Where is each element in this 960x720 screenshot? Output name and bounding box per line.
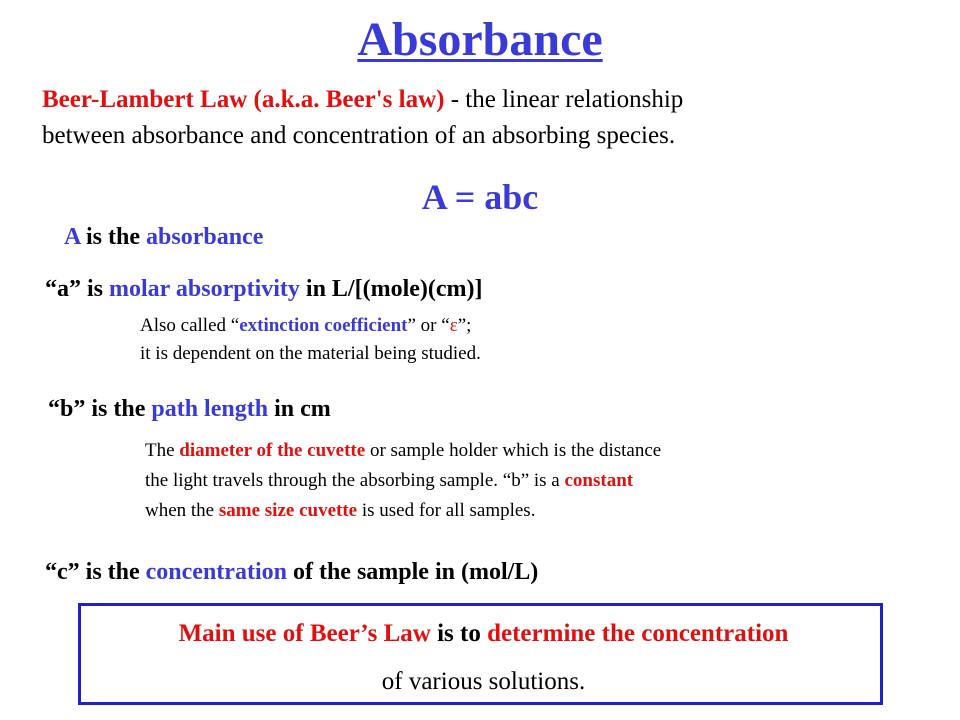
definition-b-text: is the (85, 396, 152, 422)
intro-line-1 (42, 82, 683, 118)
definition-A-symbol: A (64, 224, 81, 250)
main-use-line-2: of various solutions. (381, 668, 586, 695)
same-size-cuvette-term: same size cuvette (218, 500, 358, 521)
definition-c-unit: of the sample in (mol/L) (286, 559, 539, 585)
equation: A = abc (421, 177, 539, 217)
main-use-line-1 (81, 620, 886, 648)
definition-A-text: is the (80, 224, 147, 250)
definition-a (45, 276, 483, 303)
page-title: Absorbance (357, 13, 603, 66)
note-text: ”; (457, 315, 472, 336)
definition-A (64, 224, 263, 251)
note-text: or sample holder which is the distance (365, 440, 662, 461)
definition-b-term: path length (151, 396, 269, 422)
note-text: is used for all samples. (357, 500, 536, 521)
definition-A-term: absorbance (146, 224, 264, 250)
intro-paragraph (42, 82, 683, 154)
main-use-connector: is to (430, 620, 488, 647)
definition-c-text: is the (79, 559, 146, 585)
note-text: The (145, 440, 180, 461)
definition-b-note-line-1 (145, 436, 661, 466)
note-text: Also called “ (140, 315, 240, 336)
main-use-subject: Main use of Beer’s Law (178, 620, 431, 647)
definition-b-note (145, 436, 661, 526)
main-use-purpose: determine the concentration (487, 620, 789, 647)
epsilon-symbol: ε (449, 315, 458, 336)
definition-a-note-line-1 (140, 312, 481, 340)
definition-b (48, 396, 331, 423)
intro-line-2: between absorbance and concentration of an absorbing species. (42, 122, 676, 149)
definition-b-note-line-3 (145, 496, 661, 526)
note-text: ” or “ (407, 315, 450, 336)
definition-b-unit: in cm (268, 396, 331, 422)
constant-term: constant (564, 470, 634, 491)
definition-b-symbol: “b” (48, 396, 86, 422)
definition-a-symbol: “a” (45, 276, 81, 302)
definition-a-term: molar absorptivity (109, 276, 300, 302)
definition-c-symbol: “c” (45, 559, 80, 585)
law-name: Beer-Lambert Law (a.k.a. Beer's law) (42, 86, 445, 113)
intro-line-1-rest: - the linear relationship (444, 86, 684, 113)
definition-b-note-line-2 (145, 466, 661, 496)
definition-c-term: concentration (145, 559, 287, 585)
definition-a-note (140, 312, 481, 368)
note-text: when the (145, 500, 219, 521)
definition-a-text: is (81, 276, 110, 302)
extinction-coefficient-term: extinction coefficient (239, 315, 408, 336)
note-text: the light travels through the absorbing sample. “b” is a (145, 470, 565, 491)
main-use-callout (78, 603, 883, 705)
cuvette-diameter-term: diameter of the cuvette (179, 440, 366, 461)
definition-a-unit: in L/[(mole)(cm)] (299, 276, 483, 302)
definition-a-note-line-2: it is dependent on the material being studied. (140, 343, 481, 364)
definition-c (45, 559, 538, 586)
